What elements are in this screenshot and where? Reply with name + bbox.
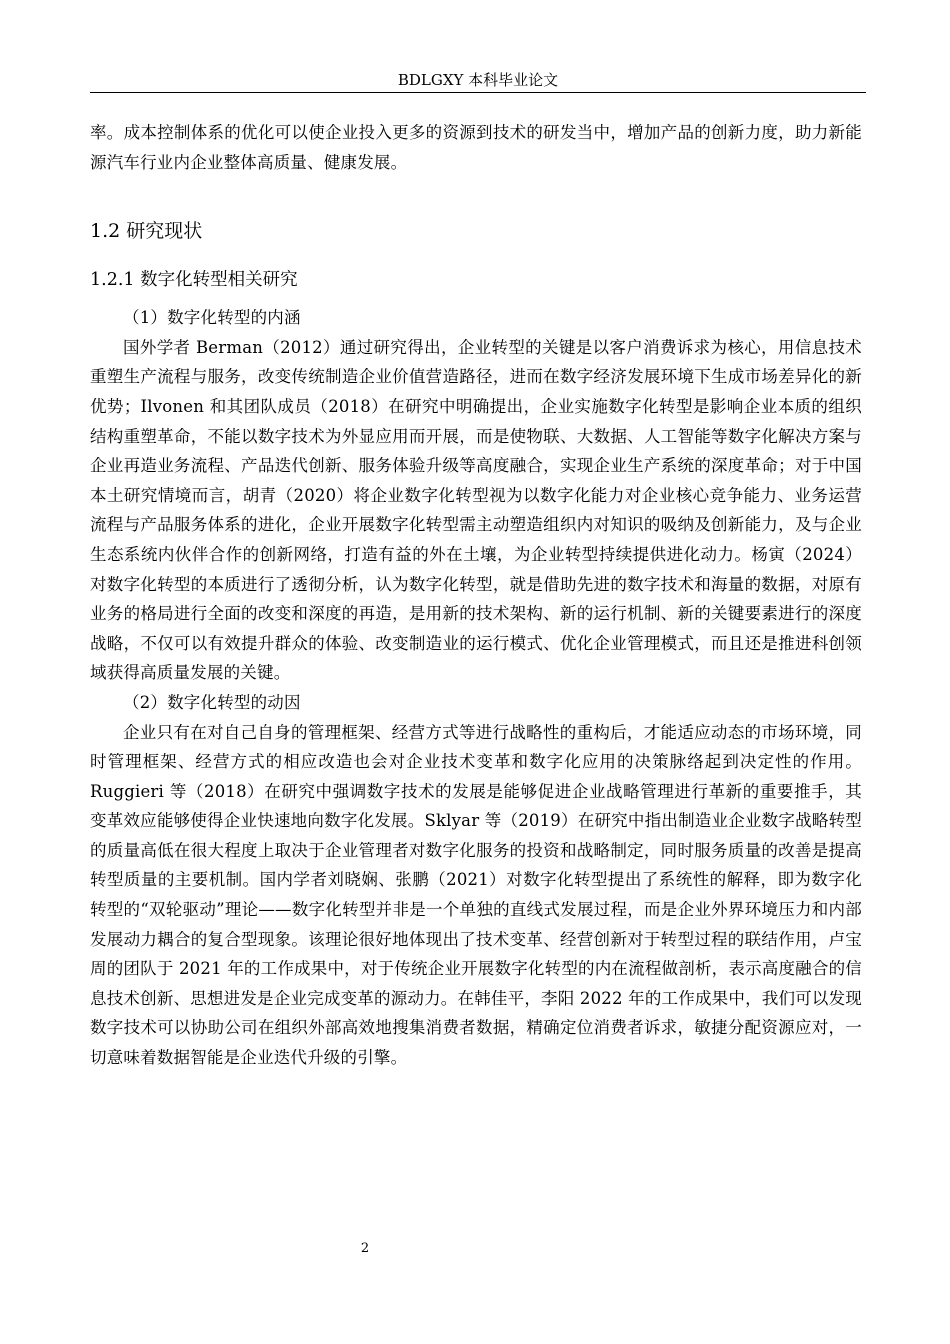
list-item-heading-2: （2）数字化转型的动因 (123, 692, 301, 712)
paragraph-2: 企业只有在对自己自身的管理框架、经营方式等进行战略性的重构后，才能适应动态的市场环境，同时管理框架、经营方式的相应改造也会对企业技术变革和数字化应用的决策脉络起到决定性的作用。Ruggieri 等（2018）在研究中强调数字技术的发展是能够促进企业战略管理进行革新的重要推手，其变革效应能够使得企业快速地向数字化发展。Sklyar 等（2019）在研究中指出制造业企业数字战略转型的质量高低在很大程度上取决于企业管理者对数字化服务的投资和战略制定，同时服务质量的改善是提高转型质量的主要机制。国内学者刘晓娴、张鹏（2021）对数字化转型提出了系统性的解释，即为数字化转型的“双轮驱动”理论——数字化转型并非是一个单独的直线式发展过程，而是企业外界环境压力和内部发展动力耦合的复合型现象。该理论很好地体现出了技术变革、经营创新对于转型过程的联结作用，卢宝周的团队于 2021 年的工作成果中，对于传统企业开展数字化转型的内在流程做剖析，表示高度融合的信息技术创新、思想进发是企业完成变革的源动力。在韩佳平，李阳 2022 年的工作成果中，我们可以发现数字技术可以协助公司在组织外部高效地搜集消费者数据，精确定位消费者诉求，敏捷分配资源应对，一切意味着数据智能是企业迭代升级的引擎。 (90, 722, 862, 1068)
running-header: BDLGXY 本科毕业论文 (90, 68, 866, 93)
paragraph-continued: 率。成本控制体系的优化可以使企业投入更多的资源到技术的研发当中，增加产品的创新力度，助力新能源汽车行业内企业整体高质量、健康发展。 (90, 123, 862, 172)
list-item-heading-1: （1）数字化转型的内涵 (123, 308, 301, 328)
paragraph-1: 国外学者 Berman（2012）通过研究得出，企业转型的关键是以客户消费诉求为核心，用信息技术重塑生产流程与服务，改变传统制造企业价值营造路径，进而在数字经济发展环境下生成市场差异化的新优势；Ilvonen 和其团队成员（2018）在研究中明确提出，企业实施数字化转型是影响企业本质的组织结构重塑革命，不能以数字技术为外显应用而开展，而是使物联、大数据、人工智能等数字化解决方案与企业再造业务流程、产品迭代创新、服务体验升级等高度融合，实现企业生产系统的深度革命；对于中国本土研究情境而言，胡青（2020）将企业数字化转型视为以数字化能力对企业核心竞争能力、业务运营流程与产品服务体系的进化，企业开展数字化转型需主动塑造组织内对知识的吸纳及创新能力，及与企业生态系统内伙伴合作的创新网络，打造有益的外在土壤，为企业转型持续提供进化动力。杨寅（2024）对数字化转型的本质进行了透彻分析，认为数字化转型，就是借助先进的数字技术和海量的数据，对原有业务的格局进行全面的改变和深度的再造，是用新的技术架构、新的运行机制、新的关键要素进行的深度战略，不仅可以有效提升群众的体验、改变制造业的运行模式、优化企业管理模式，而且还是推进科创领域获得高质量发展的关键。 (90, 337, 862, 683)
section-heading: 1.2 研究现状 (90, 220, 203, 243)
body-content (90, 118, 862, 1073)
subsection-heading: 1.2.1 数字化转型相关研究 (90, 270, 298, 291)
page-number: 2 (360, 1241, 370, 1256)
